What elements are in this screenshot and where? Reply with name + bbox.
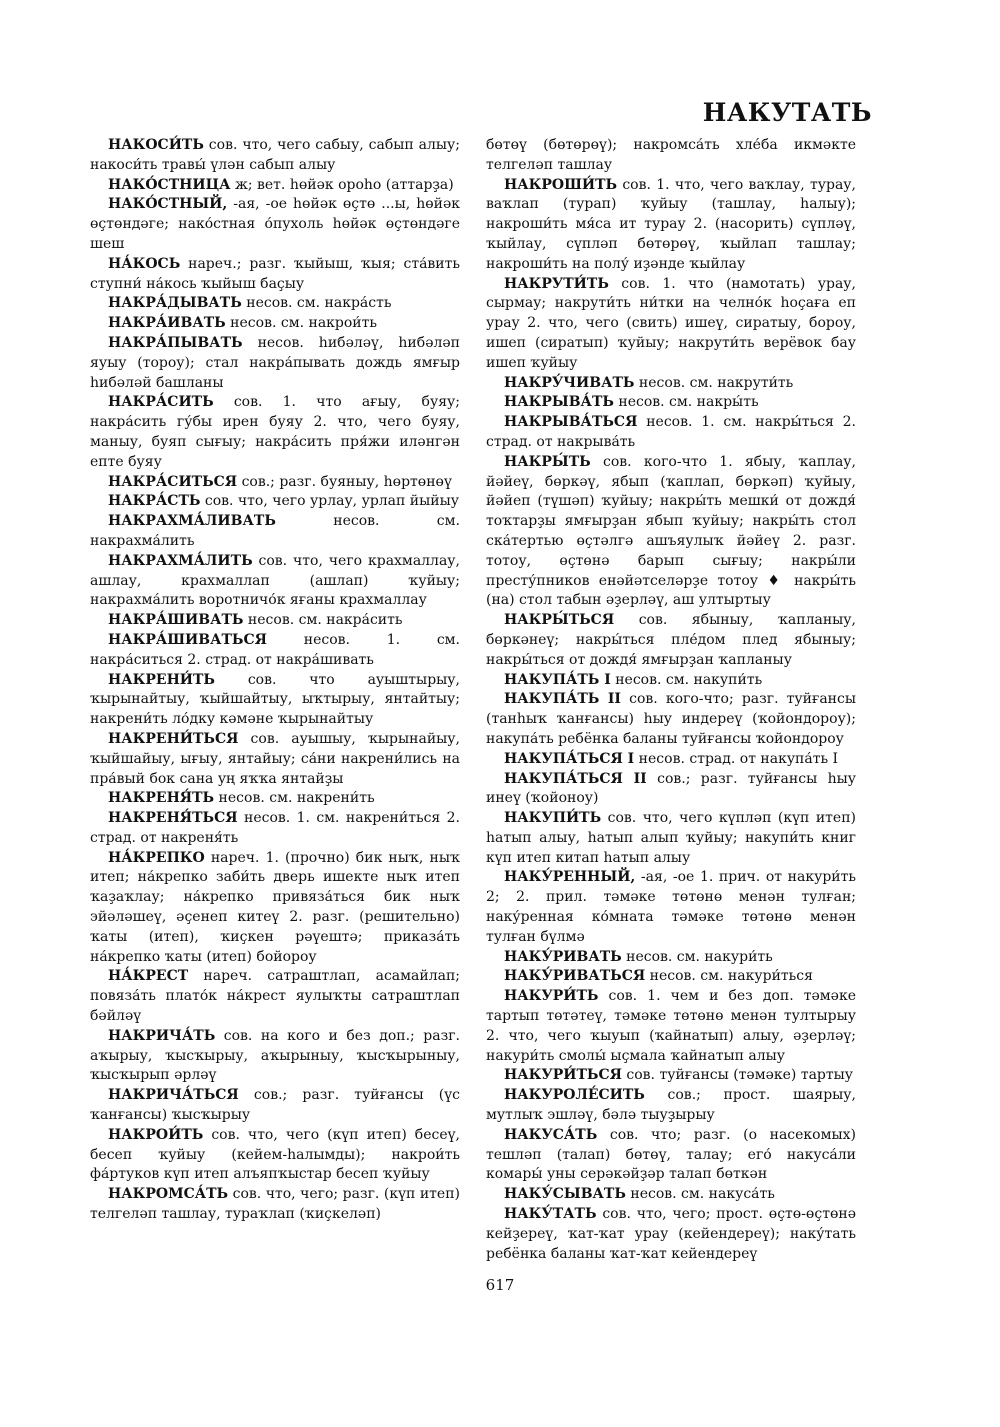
entry-headword: НАКУПА́ТЬ II <box>504 691 621 708</box>
entry-text: сов. что, чего; прост. өҫтө-өҫтөнә кейҙереү, ҡат-ҡат урау (кейендереү); наку́тать ребёнка баланы ҡат-ҡат кейендереү <box>486 1206 856 1262</box>
entry-text: сов. 1. что ағыу, буяу; накра́сить гу́бы ирен буяу 2. что, чего буяу, маныу, буяп сығыу; накра́сить пря́жи иләнгән епте буяу <box>90 394 460 470</box>
dictionary-entry <box>90 671 460 730</box>
entry-text: несов. см. накрахма́лить <box>90 513 460 549</box>
dictionary-entry <box>90 294 460 314</box>
dictionary-entry <box>486 690 856 749</box>
dictionary-entry <box>486 611 856 670</box>
entry-text: сов. кого-что; разг. туйғансы (танһыҡ ҡанғансы) һыу индереү (ҡойондороу); накупа́ть ребёнка баланы туйғансы ҡойондороу <box>486 691 856 747</box>
dictionary-entry <box>90 809 460 849</box>
dictionary-entry <box>90 314 460 334</box>
entry-text: сов. что, чего сабыу, сабып алыу; накоси́ть травы́ үлән сабып алыу <box>90 137 460 173</box>
entry-headword: НА́КРЕПКО <box>108 849 205 866</box>
dictionary-entry <box>90 393 460 472</box>
dictionary-entry <box>90 195 460 254</box>
entry-text: сов.; прост. шаярыу, мутлыҡ эшләү, бәлә тыуҙырыу <box>486 1087 856 1124</box>
entry-headword: НАКРА́СИТЬ <box>108 394 214 411</box>
entry-headword: НАКРА́ДЫВАТЬ <box>108 295 242 312</box>
entry-text: сов. что, чего крахмаллау, ашлау, крахмаллап (ашлап) ҡуйыу; накрахма́лить воротничо́к яғаны крахмаллау <box>90 552 460 609</box>
entry-headword: НАКУРОЛЕ́СИТЬ <box>504 1087 645 1104</box>
dictionary-entry <box>90 136 460 176</box>
entry-text: сов. что; разг. (о насекомых) тешләп (талап) бөтөү, талау; его́ накуса́ли комары́ уны серәкәйҙәр талап бөткән <box>486 1126 856 1183</box>
dictionary-entry <box>486 374 856 394</box>
entry-text: бөтөү (бөтөрөү); накромса́ть хле́ба икмәкте телгеләп ташлау <box>486 137 856 173</box>
entry-headword: НАКРОШИ́ТЬ <box>504 176 618 193</box>
dictionary-entry <box>90 730 460 789</box>
dictionary-entry <box>486 1066 856 1086</box>
dictionary-entry <box>90 512 460 552</box>
entry-text: несов. см. накури́ться <box>645 968 813 985</box>
entry-text: сов. 1. что, чего ваҡлау, турау, ваҡлап (турап) ҡуйыу (ташлау, һалыу); накроши́ть мя́са ит турау 2. (насорить) сүпләү, ҡыйлау, сүпләп бөтөрөү, ҡыйлап ташлау; накроши́ть на полу́ иҙәнде ҡыйлау <box>486 176 856 272</box>
entry-headword: НАКРОИ́ТЬ <box>108 1126 204 1143</box>
entry-headword: НАКУПА́ТЬСЯ I <box>504 750 635 767</box>
entry-headword: НА́КОСЬ <box>108 255 181 272</box>
entry-text: несов. см. накрои́ть <box>225 315 377 332</box>
left-column <box>90 136 460 1225</box>
entry-headword: НАКРЫВА́ТЬСЯ <box>504 414 638 431</box>
dictionary-entry <box>90 255 460 295</box>
right-column <box>486 136 856 1264</box>
dictionary-entry <box>90 1126 460 1185</box>
entry-text: сов. что, чего күпләп (күп итеп) һатып алыу, һатып алып ҡуйыу; накупи́ть книг күп итеп китап һатып алыу <box>486 810 856 866</box>
entry-headword: НАКУПА́ТЬСЯ II <box>504 770 647 787</box>
entry-headword: НАКРИЧА́ТЬСЯ <box>108 1087 239 1104</box>
entry-text: сов. туйғансы (тәмәке) тартыу <box>621 1067 854 1084</box>
entry-text: несов. см. накури́ть <box>621 948 773 965</box>
entry-text: сов. ауышыу, ҡырынайыу, ҡыйшайыу, ығыу, янтайыу; са́ни накрени́лись на пра́вый бок сана уң яҡҡа янтайҙы <box>90 730 460 787</box>
entry-headword: НАКО́СТНЫЙ, <box>108 196 228 213</box>
entry-headword: НАКРЫ́ТЬ <box>504 453 591 470</box>
dictionary-entry <box>90 789 460 809</box>
entry-headword: НАКРУТИ́ТЬ <box>504 275 609 292</box>
dictionary-entry <box>486 809 856 868</box>
entry-text: несов. 1. см. накры́ться 2. страд. от накрыва́ть <box>486 414 856 450</box>
page-number: 617 <box>485 1276 515 1294</box>
entry-headword: НАКРАХМА́ЛИТЬ <box>108 552 253 569</box>
dictionary-entry <box>486 1086 856 1126</box>
dictionary-entry <box>486 1205 856 1264</box>
entry-headword: НАКРОМСА́ТЬ <box>108 1186 229 1203</box>
entry-text: сов. кого-что 1. ябыу, ҡаплау, йәйеү, бөркәү, ябып (ҡаплап, бөркәп) ҡуйыу, йәйеп (түшәп) ҡуйыу; накры́ть мешки́ от дождя́ тоҡтарҙы ямғырҙан ябып ҡуйыу; накры́ть стол ска́тертью өҫтәлгә ашъяулыҡ йәйеү 2. разг. тотоу, өҫтөнә барып сығыу; накры́ли престу́пников енәйәтселәрҙе тотоу ♦ накры́ть (на) стол табын әҙерләү, аш ултыртыу <box>486 453 856 609</box>
entry-headword: НАКУ́СЫВАТЬ <box>504 1186 626 1203</box>
dictionary-entry <box>486 770 856 810</box>
entry-headword: НАКО́СТНИЦА <box>108 176 231 193</box>
entry-text: сов. 1. чем и без доп. тәмәке тартып төтәтеү, тәмәке төтөнө менән тултырыу 2. что, чего ҡыуып (ҡайнатып) алыу, әҙерләү; накури́ть смолы́ ыҫмала ҡайнатып алыу <box>486 988 856 1064</box>
dictionary-entry <box>486 868 856 947</box>
entry-text: сов.; разг. туйғансы һыу инеү (ҡойоноу) <box>486 770 856 807</box>
entry-headword: НАКРА́ИВАТЬ <box>108 315 226 332</box>
dictionary-entry <box>90 552 460 611</box>
entry-headword: НАКРЫВА́ТЬ <box>504 394 614 411</box>
dictionary-entry <box>90 176 460 196</box>
entry-headword: НАКРА́ПЫВАТЬ <box>108 334 243 351</box>
entry-headword: НАКРЫ́ТЬСЯ <box>504 612 615 629</box>
entry-text: несов. 1. см. накра́ситься 2. страд. от накра́шивать <box>90 631 460 668</box>
entry-headword: НАКРА́СТЬ <box>108 493 201 510</box>
entry-headword: НАКРУ́ЧИВАТЬ <box>504 374 635 391</box>
entry-text: -ая, -ое һөйәк өҫтө ...ы, һөйәк өҫтөндәге; нако́стная о́пухоль һөйәк өҫтөндәге шеш <box>90 196 460 252</box>
entry-headword: НАКРА́ШИВАТЬ <box>108 612 244 629</box>
entry-headword: НАКРЕНИ́ТЬСЯ <box>108 730 239 747</box>
dictionary-entry <box>486 413 856 453</box>
entry-text: сов. 1. что (намотать) урау, сырмау; накрути́ть ни́тки на челно́к һоҫаға еп урау 2. что, чего (свить) ишеү, сиратыу, бороу, ишеп (сиратып) ҡуйыу; накрути́ть верёвок бау ишеп ҡуйыу <box>486 275 856 371</box>
dictionary-entry <box>90 631 460 671</box>
entry-text: сов.; разг. буяныу, һөртөнөү <box>237 473 452 490</box>
dictionary-entry <box>486 987 856 1066</box>
entry-text: несов. см. накупи́ть <box>610 671 763 688</box>
entry-text: сов. что, чего (күп итеп) бесеү, бесеп ҡуйыу (кейем-һалымды); накрои́ть фа́ртуков күп итеп алъяпҡыстар бесеп ҡуйыу <box>90 1126 460 1183</box>
entry-text: несов. см. накрени́ть <box>214 790 375 807</box>
entry-headword: НАКУСА́ТЬ <box>504 1126 598 1143</box>
entry-headword: НАКРЕНИ́ТЬ <box>108 671 215 688</box>
entry-headword: НАКРЕНЯ́ТЬСЯ <box>108 810 238 827</box>
entry-text: несов. страд. от накупа́ть I <box>634 750 839 767</box>
entry-headword: НАКУ́РЕННЫЙ, <box>504 869 636 886</box>
entry-text: несов. һибәләү, һибәләп яуыу (тороу); стал накра́пывать дождь ямғыр һибәләй башланы <box>90 334 460 391</box>
dictionary-entry <box>486 948 856 968</box>
dictionary-entry <box>486 1185 856 1205</box>
entry-text: сов. что, чего; разг. (күп итеп) телгеләп ташлау, тураҡлап (ҡиҫкеләп) <box>90 1186 460 1223</box>
running-head: НАКУТАТЬ <box>702 98 872 127</box>
dictionary-entry <box>90 1027 460 1086</box>
entry-text: несов. 1. см. накрени́ться 2. страд. от накреня́ть <box>90 810 460 846</box>
entry-text: нареч. сатраштлап, асамайлап; повяза́ть плато́к на́крест яулыҡты сатраштлап бәйләү <box>90 968 460 1025</box>
entry-headword: НАКУРИ́ТЬСЯ <box>504 1067 622 1084</box>
entry-headword: НАКУПА́ТЬ I <box>504 671 611 688</box>
dictionary-entry <box>90 473 460 493</box>
entry-text: несов. см. накра́сить <box>243 612 403 629</box>
dictionary-entry <box>486 275 856 374</box>
dictionary-entry <box>486 750 856 770</box>
entry-headword: НАКУ́ТАТЬ <box>504 1206 597 1223</box>
entry-text: сов.; разг. туйғансы (үс ҡанғансы) ҡысҡырыу <box>90 1087 460 1124</box>
dictionary-entry <box>90 1086 460 1126</box>
dictionary-entry <box>90 1185 460 1225</box>
dictionary-entry <box>90 334 460 393</box>
dictionary-entry <box>486 176 856 275</box>
entry-text: несов. см. накрути́ть <box>634 374 794 391</box>
entry-headword: НАКРЕНЯ́ТЬ <box>108 790 215 807</box>
entry-headword: НА́КРЕСТ <box>108 968 189 985</box>
dictionary-entry <box>90 492 460 512</box>
entry-headword: НАКРИЧА́ТЬ <box>108 1027 216 1044</box>
entry-headword: НАКОСИ́ТЬ <box>108 137 204 153</box>
entry-headword: НАКУ́РИВАТЬСЯ <box>504 968 646 985</box>
entry-headword: НАКУПИ́ТЬ <box>504 810 602 827</box>
dictionary-entry <box>486 136 856 176</box>
entry-text: нареч. 1. (прочно) бик ныҡ, ныҡ итеп; на́крепко заби́ть дверь ишекте ныҡ итеп ҡаҙаҡлау; на́крепко привяза́ться бик ныҡ эйәләшеү, әҫенеп китеү 2. разг. (решительно) ҡаты (итеп), ҡиҫкен рәүештә; приказа́ть на́крепко ҡаты (итеп) бойороу <box>90 849 460 965</box>
dictionary-entry <box>486 393 856 413</box>
dictionary-entry <box>486 1126 856 1185</box>
dictionary-entry <box>486 453 856 611</box>
entry-text: несов. см. накры́ть <box>613 394 759 411</box>
entry-text: сов. на кого и без доп.; разг. аҡырыу, ҡысҡырыу, аҡырыныу, ҡысҡырыныу, ҡысҡырып әрләү <box>90 1027 460 1084</box>
entry-text: сов. что ауыштырыу, ҡырынайтыу, ҡыйшайтыу, ыҡтырыу, янтайтыу; накрени́ть ло́дку кәмәне ҡырынайтыу <box>90 671 460 728</box>
entry-headword: НАКУ́РИВАТЬ <box>504 948 622 965</box>
dictionary-entry <box>90 611 460 631</box>
entry-text: -ая, -ое 1. прич. от накури́ть 2; 2. прил. тәмәке төтөнө менән тулған; наку́ренная ко́мната тәмәке төтөнө менән тулған бүлмә <box>486 869 856 945</box>
entry-headword: НАКРАХМА́ЛИВАТЬ <box>108 513 276 530</box>
dictionary-entry <box>486 967 856 987</box>
dictionary-entry <box>90 967 460 1026</box>
entry-text: сов. что, чего урлау, урлап йыйыу <box>200 493 459 510</box>
entry-text: ж; вет. һөйәк ороһо (аттарҙа) <box>230 176 454 193</box>
entry-headword: НАКРА́ШИВАТЬСЯ <box>108 631 267 648</box>
entry-text: нареч.; разг. ҡыйыш, ҡыя; ста́вить ступни́ на́кось ҡыйыш баҫыу <box>90 255 460 292</box>
entry-text: несов. см. накра́сть <box>241 295 392 312</box>
dictionary-entry <box>90 849 460 968</box>
entry-text: несов. см. накуса́ть <box>625 1186 775 1203</box>
entry-text: сов. ябыныу, ҡапланыу, бөркәнеү; накры́ться пле́дом плед ябыныу; накры́ться от дождя́ ямғырҙан ҡапланыу <box>486 612 856 668</box>
entry-headword: НАКРА́СИТЬСЯ <box>108 473 238 490</box>
dictionary-entry <box>486 671 856 691</box>
entry-headword: НАКУРИ́ТЬ <box>504 988 599 1005</box>
